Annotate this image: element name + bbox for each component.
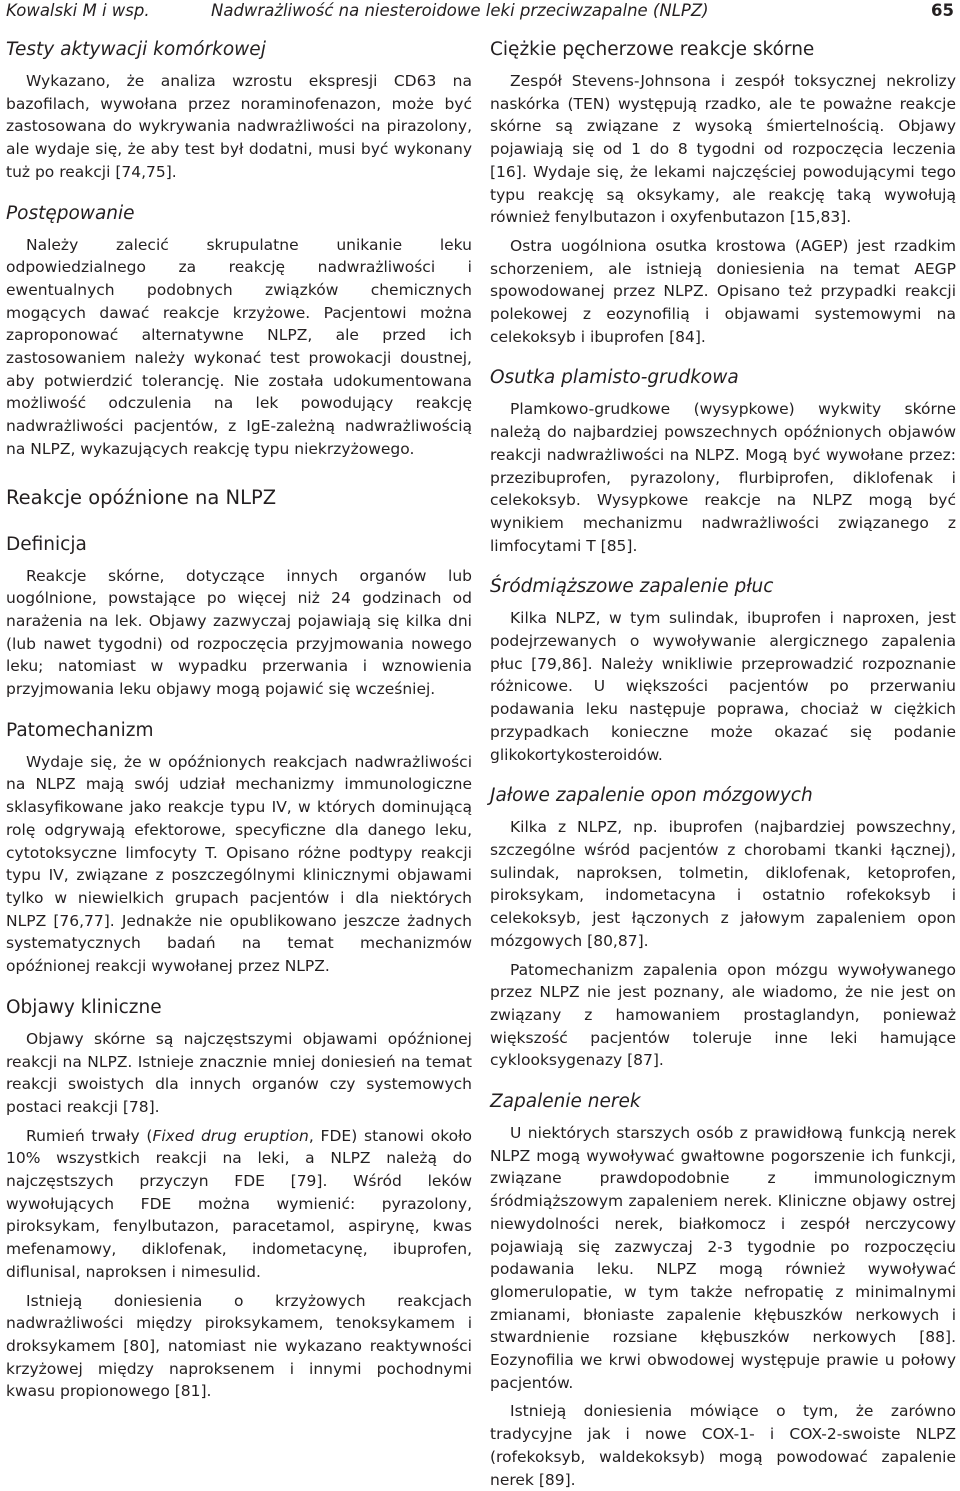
running-header (6, 0, 954, 22)
paragraph: Wydaje się, że w opóźnionych reakcjach nadwrażliwości na NLPZ mają swój udział mechanizmy immunologiczne sklasyfikowane jako reakcje typu IV, w których dominującą rolę odgrywają efektorowe, specyficzne dla danego leku, cytotoksyczne limfocyty T. Opisano różne podtypy reakcji typu IV, związane z poszczególnymi klinicznymi objawami tylko w niewielkich grupach pacjentów i dla niektórych NLPZ [76,77]. Jednakże nie opublikowano jeszcze żadnych systematycznych badań na temat mechanizmów opóźnionej reakcji wywołanej przez NLPZ. (6, 752, 472, 976)
section-heading-definition: Definicja (6, 533, 87, 555)
header-title: Nadwrażliwość na niesteroidowe leki przeciwzapalne (NLPZ) (211, 1, 709, 20)
paragraph: Zespół Stevens-Johnsona i zespół toksycznej nekrolizy naskórka (TEN) występują rzadko, ale te poważne reakcje skórne są związane z wysoką śmiertelnością. Objawy pojawiają się od 1 do 8 tygodni od rozpoczęcia leczenia [16]. Wydaje się, że lekami najczęściej powodującymi tego typu reakcję są oksykamy, ale reakcję taką wywołują również fenylbutazon i oxyfenbutazon [15,83]. (490, 72, 956, 227)
section-heading-clinical-symptoms: Objawy kliniczne (6, 996, 162, 1018)
section-heading-cell-activation: Testy aktywacji komórkowej (6, 39, 266, 60)
paragraph: Reakcje skórne, dotyczące innych organów lub uogólnione, powstające po więcej niż 24 godzinach od narażenia na lek. Objawy zazwyczaj pojawiają się kilka dni (lub nawet tygodni) od rozpoczęcia przyjmowania nowego leku; natomiast w wypadku przerwania i wznowienia przyjmowania leku objawy mogą pojawić się wcześniej. (6, 566, 472, 699)
paragraph: Plamkowo-grudkowe (wysypkowe) wykwity skórne należą do najbardziej powszechnych opóźnionych objawów reakcji nadwrażliwości na NLPZ. Mogą być wywołane przez: przezibuprofen, pyrazolony, flurbiprofen, diklofenak i celekoksyb. Wysypkowe reakcje na NLPZ mogą być wynikiem mechanizmu nadwrażliwości związanego z limfocytami T [85]. (490, 400, 956, 555)
paragraph: Istnieją doniesienia mówiące o tym, że zarówno tradycyjne jak i nowe COX-1- i COX-2-swoiste NLPZ (rofekoksyb, waldekoksyb) mogą powodować zapalenie nerek [89]. (490, 1402, 956, 1489)
header-authors: Kowalski M i wsp. (6, 1, 150, 20)
section-heading-bullous-reactions: Ciężkie pęcherzowe reakcje skórne (490, 39, 815, 60)
paragraph: Należy zalecić skrupulatne unikanie leku odpowiedzialnego za reakcję nadwrażliwości i ewentualnych podobnych związków chemicznych mogących dawać reakcje krzyżowe. Pacjentowi można zaproponować alternatywne NLPZ, ale przed ich zastosowaniem należy wykonać test prowokacji doustnej, aby potwierdzić tolerancję. Nie została udokumentowana możliwość odczulenia na lek powodujący reakcję nadwrażliwości pacjentów, z IgE-zależną nadwrażliwością na NLPZ, wykazujących reakcję typu niekrzyżowego. (6, 235, 472, 458)
section-heading-nephritis: Zapalenie nerek (490, 1091, 641, 1113)
paragraph: Patomechanizm zapalenia opon mózgu wywoływanego przez NLPZ nie jest poznany, ale wiadomo, że nie jest on związany z hamowaniem prostaglandyn, ponieważ większość pacjentów toleruje inne leki hamujące cyklooksygenazy [87]. (490, 960, 956, 1070)
paragraph: Kilka z NLPZ, np. ibuprofen (najbardziej powszechny, szczególne wśród pacjentów z chorobami tkanki łącznej), sulindak, naproksen, tolmetin, diklofenak, ketoprofen, piroksykam, indometacyna i ostatnio rofekoksyb i celekoksyb, jest łączonych z jałowym zapaleniem opon mózgowych [80,87]. (490, 818, 956, 950)
paragraph: Kilka NLPZ, w tym sulindak, ibuprofen i naproxen, jest podejrzewanych o wywoływanie alergicznego zapalenia płuc [79,86]. Należy wnikliwie przeprowadzić rozpoznanie różnicowe. U większości pacjentów po przerwaniu podawania leku następuje poprawa, chociaż w ciężkich przypadkach konieczne może okazać się podanie glikokortykosteroidów. (490, 609, 956, 764)
section-heading-maculopapular-rash: Osutka plamisto-grudkowa (490, 367, 739, 389)
text-run: , FDE) stanowi około 10% wszystkich reakcji na leki, a NLPZ należą do najczęstszych przyczyn FDE [79]. Wśród leków wywołujących FDE można wymienić: pyrazolony, piroksykam, fenylbutazon, paracetamol, aspirynę, kwas mefenamowy, diklofenak, indometacynę, ibuprofen, diflunisal, naproksen i nimesulid. (6, 1126, 472, 1281)
left-column (6, 38, 472, 1403)
section-heading-management: Postępowanie (6, 202, 135, 224)
paragraph: U niektórych starszych osób z prawidłową funkcją nerek NLPZ mogą wywoływać gwałtowne pogorszenie ich funkcji, związane prawdopodobnie z immunologicznym śródmiąższowym zapaleniem nerek. Kliniczne objawy ostrej niewydolności nerek, białkomocz i zespół nerczycowy pojawiają się zazwyczaj 2-3 tygodnie po rozpoczęciu podawania leku. NLPZ mogą również wywoływać glomerulopatie, w tym także nefropatię z minimalnymi zmianami, błoniaste zapalenie kłębuszków nerkowych i stwardnienie rozsiane kłębuszków nerkowych [88]. Eozynofilia we krwi obwodowej występuje prawie u połowy pacjentów. (490, 1124, 956, 1392)
paragraph: Ostra uogólniona osutka krostowa (AGEP) jest rzadkim schorzeniem, ale istnieją doniesienia na temat AEGP spowodowanej przez NLPZ. Opisano też przypadki reakcji polekowej z eozynofilią i objawami systemowymi na celekoksyb i ibuprofen [84]. (490, 236, 956, 346)
section-heading-aseptic-meningitis: Jałowe zapalenie opon mózgowych (490, 785, 813, 807)
paragraph (6, 1125, 472, 1284)
page-number: 65 (931, 1, 954, 20)
text-run: Rumień trwały ( (26, 1126, 153, 1145)
paragraph: Objawy skórne są najczęstszymi objawami opóźnionej reakcji na NLPZ. Istnieje znacznie mniej doniesień na temat reakcji swoistych dla innych organów czy systemowych postaci reakcji [78]. (6, 1029, 472, 1116)
right-column (490, 38, 956, 1491)
emphasis-term: Fixed drug eruption (152, 1126, 309, 1145)
paragraph: Istnieją doniesienia o krzyżowych reakcjach nadwrażliwości między piroksykamem, tenoksykamem i droksykamem [80], natomiast nie wykazano reaktywności krzyżowej między naproksenem i innymi pochodnymi kwasu propionowego [81]. (6, 1291, 472, 1401)
section-heading-interstitial-pneumonia: Śródmiąższowe zapalenie płuc (490, 576, 774, 598)
major-heading-delayed-reactions: Reakcje opóźnione na NLPZ (6, 485, 277, 509)
paragraph: Wykazano, że analiza wzrostu ekspresji CD63 na bazofilach, wywołana przez noraminofenazon, może być zastosowana do wykrywania nadwrażliwości na pirazolony, ale wydaje się, że aby test był dodatni, musi być wykonany tuż po reakcji [74,75]. (6, 72, 472, 181)
section-heading-pathomechanism: Patomechanizm (6, 719, 154, 741)
